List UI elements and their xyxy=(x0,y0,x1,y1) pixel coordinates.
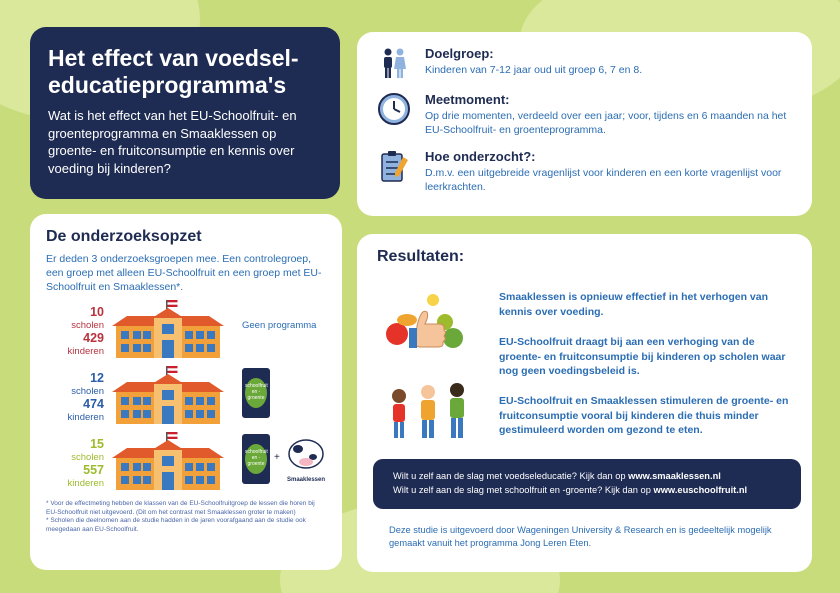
info-card xyxy=(357,32,812,216)
schoolfruit-logo xyxy=(242,368,270,418)
clock-icon xyxy=(377,92,411,126)
schools-count: 10 xyxy=(90,305,104,319)
people-icon xyxy=(377,46,411,80)
smaaklessen-logo xyxy=(284,436,328,483)
info-heading: Hoe onderzocht?: xyxy=(425,149,536,164)
page-title: Het effect van voedsel-educatieprogramma's xyxy=(48,45,299,98)
info-row-onderzocht xyxy=(377,149,792,194)
children-icon xyxy=(385,382,471,442)
plus-sign: + xyxy=(274,452,280,463)
setup-intro: Er deden 3 onderzoeksgroepen mee. Een controlegroep, een groep met alleen EU-Schoolfruit en een groep met EU-Schoolfruit en Smaaklessen*. xyxy=(46,253,322,293)
thumbs-up-fruit-icon xyxy=(385,292,467,362)
schoolfruit-logo xyxy=(242,434,270,484)
setup-heading: De onderzoeksopzet xyxy=(46,228,202,245)
schoolfruit-logo-text: schoolfruit en -groente xyxy=(245,444,267,474)
closing-note: Deze studie is uitgevoerd door Wageningen University & Research en is gedeeltelijk mogelijk gemaakt vanuit het programma Jong Leren Eten. xyxy=(389,525,772,548)
info-heading: Doelgroep: xyxy=(425,46,494,61)
link-line-smaaklessen xyxy=(393,469,781,483)
schools-count: 15 xyxy=(90,437,104,451)
link-line-schoolfruit xyxy=(393,483,781,497)
group-control xyxy=(46,298,326,364)
schools-label: scholen xyxy=(71,386,104,397)
cow-icon xyxy=(284,436,328,472)
schoolfruit-logo-text: schoolfruit en -groente xyxy=(245,378,267,408)
school-building-icon xyxy=(112,366,224,424)
kids-label: kinderen xyxy=(67,412,104,423)
clipboard-icon xyxy=(377,149,411,183)
setup-card xyxy=(30,214,342,570)
group-program-label: Geen programma xyxy=(242,320,317,331)
footnote: * Scholen die deelnomen aan de studie hadden in de jaren voorafgaand aan de studie ook meegedaan aan EU-Schoolfruit. xyxy=(46,517,306,533)
kids-label: kinderen xyxy=(67,478,104,489)
group-schoolfruit-smaaklessen xyxy=(46,430,326,496)
footnote: * Voor de effectmeting hebben de klassen van de EU-Schoolfruitgroep de lessen die horen bij EU-Schoolfruit niet uitgevoerd. (Dit om het contrast met Smaaklessen groter te maken) xyxy=(46,500,315,516)
schools-count: 12 xyxy=(90,371,104,385)
group-schoolfruit xyxy=(46,364,326,430)
smaaklessen-logo-text: Smaaklessen xyxy=(286,477,326,483)
schools-label: scholen xyxy=(71,320,104,331)
info-text: Op drie momenten, verdeeld over een jaar; voor, tijdens en 6 maanden na het EU-Schoolfruit- en groenteprogramma. xyxy=(425,110,787,136)
results-card xyxy=(357,234,812,572)
result-2: EU-Schoolfruit draagt bij aan een verhoging van de groente- en fruitconsumptie bij kinderen op scholen waar nog geen voedingsbeleid is. xyxy=(499,336,786,377)
kids-count: 557 xyxy=(83,463,104,477)
schools-label: scholen xyxy=(71,452,104,463)
info-text: Kinderen van 7-12 jaar oud uit groep 6, 7 en 8. xyxy=(425,64,643,76)
footnotes xyxy=(46,500,326,534)
result-3: EU-Schoolfruit en Smaaklessen stimuleren de groente- en fruitconsumptie vooral bij kinderen die thuis minder gestimuleerd worden om gezond te eten. xyxy=(499,395,789,436)
link-intro-text: Wilt u zelf aan de slag met schoolfruit en -groente? Kijk dan op xyxy=(393,485,654,495)
kids-count: 474 xyxy=(83,397,104,411)
kids-label: kinderen xyxy=(67,346,104,357)
euschoolfruit-link[interactable]: www.euschoolfruit.nl xyxy=(653,485,748,495)
info-row-doelgroep xyxy=(377,46,792,80)
school-building-icon xyxy=(112,432,224,490)
research-question: Wat is het effect van het EU-Schoolfruit- en groenteprogramma en Smaaklessen op groente- en fruitconsumptie en kennis over voeding bij kinderen? xyxy=(48,108,297,176)
title-card xyxy=(30,27,340,199)
smaaklessen-link[interactable]: www.smaaklessen.nl xyxy=(628,471,721,481)
kids-count: 429 xyxy=(83,331,104,345)
info-row-meetmoment xyxy=(377,92,792,137)
result-1: Smaaklessen is opnieuw effectief in het verhogen van kennis over voeding. xyxy=(499,291,769,318)
school-building-icon xyxy=(112,300,224,358)
info-text: D.m.v. een uitgebreide vragenlijst voor kinderen en een korte vragenlijst voor leerkrachten. xyxy=(425,167,782,193)
links-box xyxy=(373,459,801,509)
results-heading: Resultaten: xyxy=(377,248,465,265)
link-intro-text: Wilt u zelf aan de slag met voedseleducatie? Kijk dan op xyxy=(393,471,629,481)
info-heading: Meetmoment: xyxy=(425,92,510,107)
